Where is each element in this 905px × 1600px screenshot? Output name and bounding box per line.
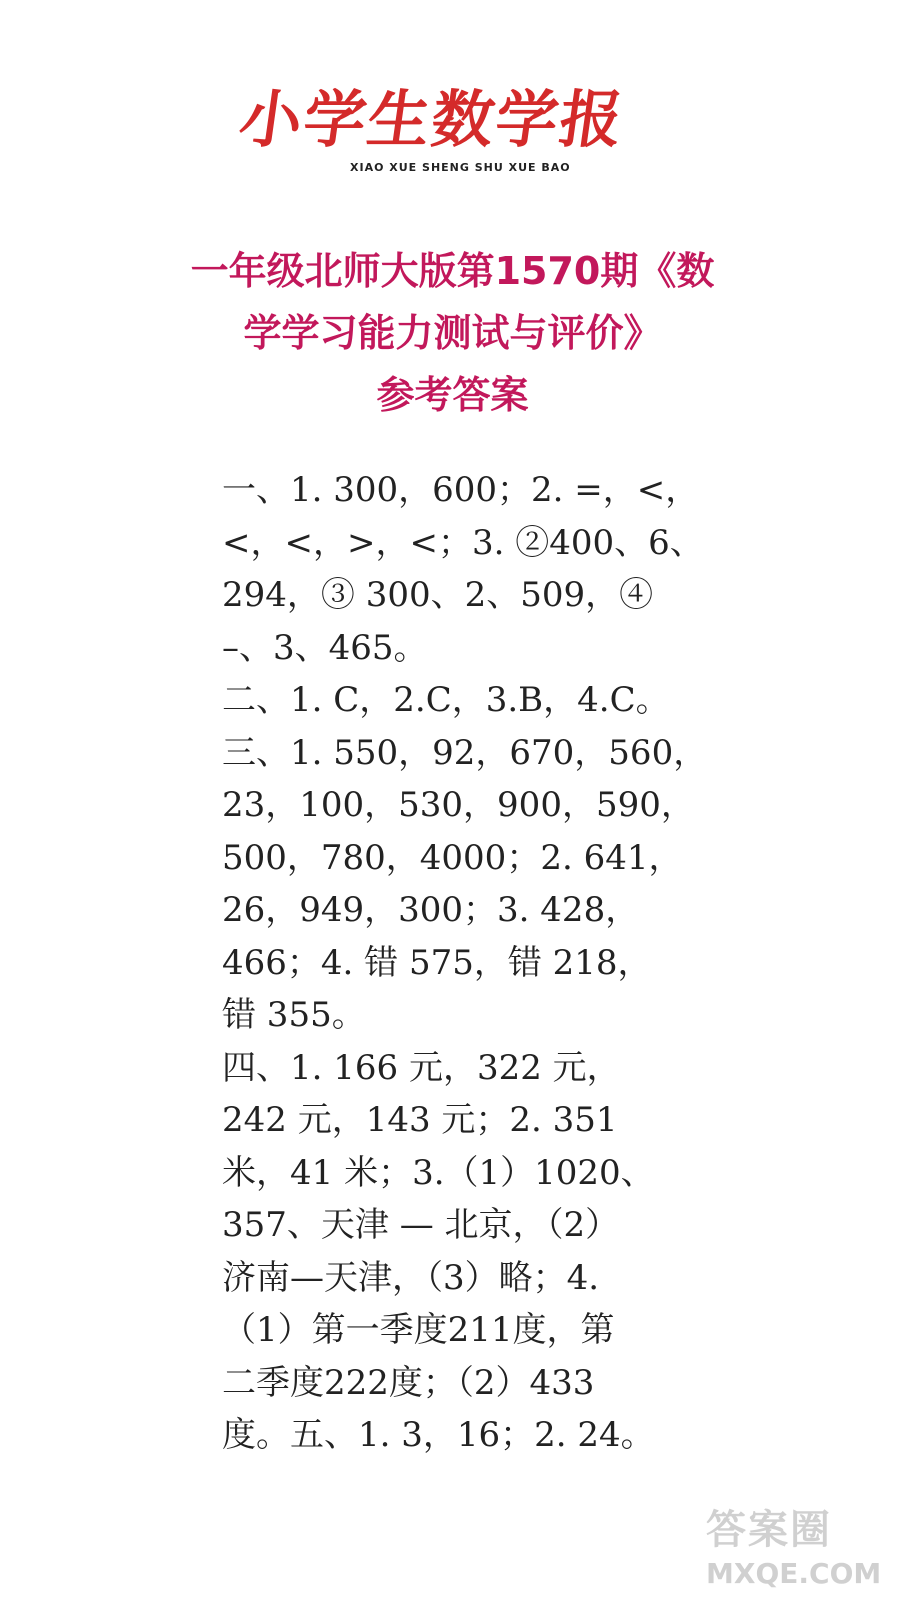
answer-line: 济南—天津，（3）略；4. <box>222 1257 600 1298</box>
answer-line: 三、1. 550，92，670，560， <box>222 732 708 773</box>
answer-line: 23，100，530，900，590， <box>222 785 695 825</box>
answer-line: –、3、465。 <box>222 627 428 668</box>
watermark-cn: 答案圈 <box>706 1507 832 1553</box>
answer-line: 466；4. 错 575，错 218， <box>222 942 652 983</box>
answer-line: 四、1. 166 元，322 元， <box>222 1047 621 1088</box>
answer-line: 一、1. 300，600；2. =，<， <box>222 470 700 510</box>
answer-line: （1）第一季度211度，第 <box>222 1310 615 1350</box>
answer-line: 500，780，4000；2. 641， <box>222 837 683 878</box>
newspaper-pinyin: XIAO XUE SHENG SHU XUE BAO <box>350 161 571 174</box>
answer-line: 242 元，143 元；2. 351 <box>222 1100 618 1140</box>
watermark-en: MXQE.COM <box>706 1557 882 1590</box>
answer-line: <，<，>，<；3. ②400、6、 <box>222 522 704 563</box>
title-line-3: 参考答案 <box>376 373 529 417</box>
answer-line: 度。五、1. 3，16；2. 24。 <box>222 1415 655 1455</box>
title-line-1: 一年级北师大版第1570期《数 <box>190 249 715 293</box>
answer-line: 294，③ 300、2、509，④ <box>222 575 654 615</box>
title-line-2: 学学习能力测试与评价》 <box>243 311 662 355</box>
answer-line: 26，949，300；3. 428， <box>222 890 640 930</box>
answer-line: 错 355。 <box>222 995 366 1035</box>
page-title <box>80 240 825 426</box>
answer-text <box>222 464 708 1462</box>
newspaper-logo: 小学生数学报 <box>234 83 630 156</box>
answer-line: 二季度222度；（2）433 <box>222 1362 595 1403</box>
answer-line: 二、1. C，2.C，3.B，4.C。 <box>222 680 670 720</box>
site-watermark <box>706 1506 896 1596</box>
newspaper-masthead <box>234 78 680 178</box>
answer-line: 357、天津 — 北京，（2） <box>222 1205 620 1245</box>
answer-line: 米，41 米；3.（1）1020、 <box>222 1152 655 1193</box>
